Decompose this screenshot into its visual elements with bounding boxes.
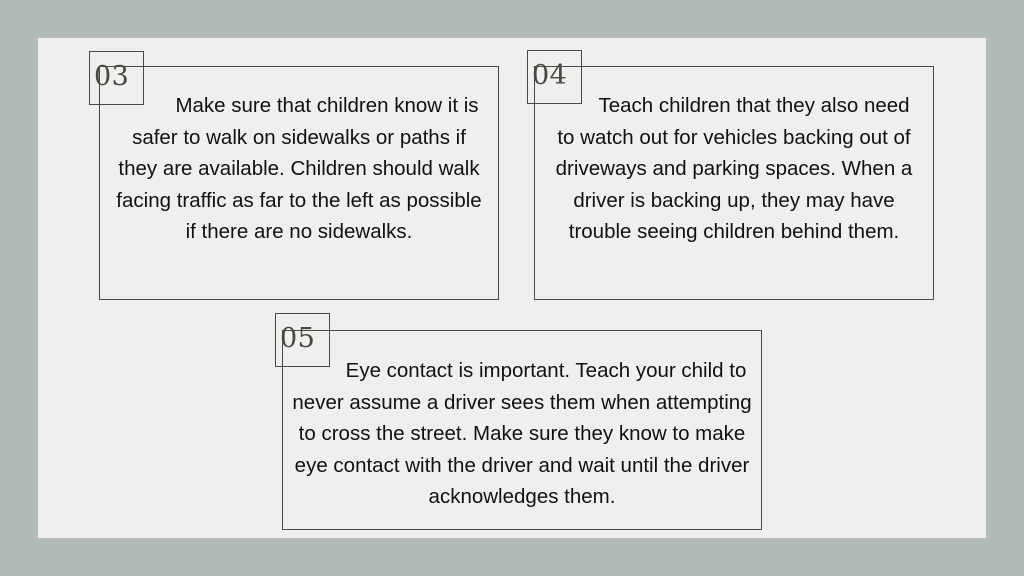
slide-background <box>38 38 986 538</box>
tip-number-box <box>275 313 330 367</box>
tip-number: 03 <box>94 61 130 92</box>
tip-number-box <box>527 50 582 104</box>
tip-text: Eye contact is important. Teach your child to never assume a driver sees them when attempting to cross the street. Make sure they know to make eye contact with the driver and wait until the driver acknowledges them. <box>292 359 752 508</box>
tip-text: Make sure that children know it is safer to walk on sidewalks or paths if they are available. Children should walk facing traffic as far to the left as possible if there are no sidewalks. <box>116 94 482 243</box>
tip-card-05 <box>282 330 762 530</box>
tip-card-03 <box>99 66 499 300</box>
tip-number: 05 <box>280 323 316 354</box>
tip-number: 04 <box>532 60 568 91</box>
tip-number-box <box>89 51 144 105</box>
tip-text: Teach children that they also need to watch out for vehicles backing out of driveways and parking spaces. When a driver is backing up, they may have trouble seeing children behind them. <box>555 94 913 243</box>
tip-card-04 <box>534 66 934 300</box>
